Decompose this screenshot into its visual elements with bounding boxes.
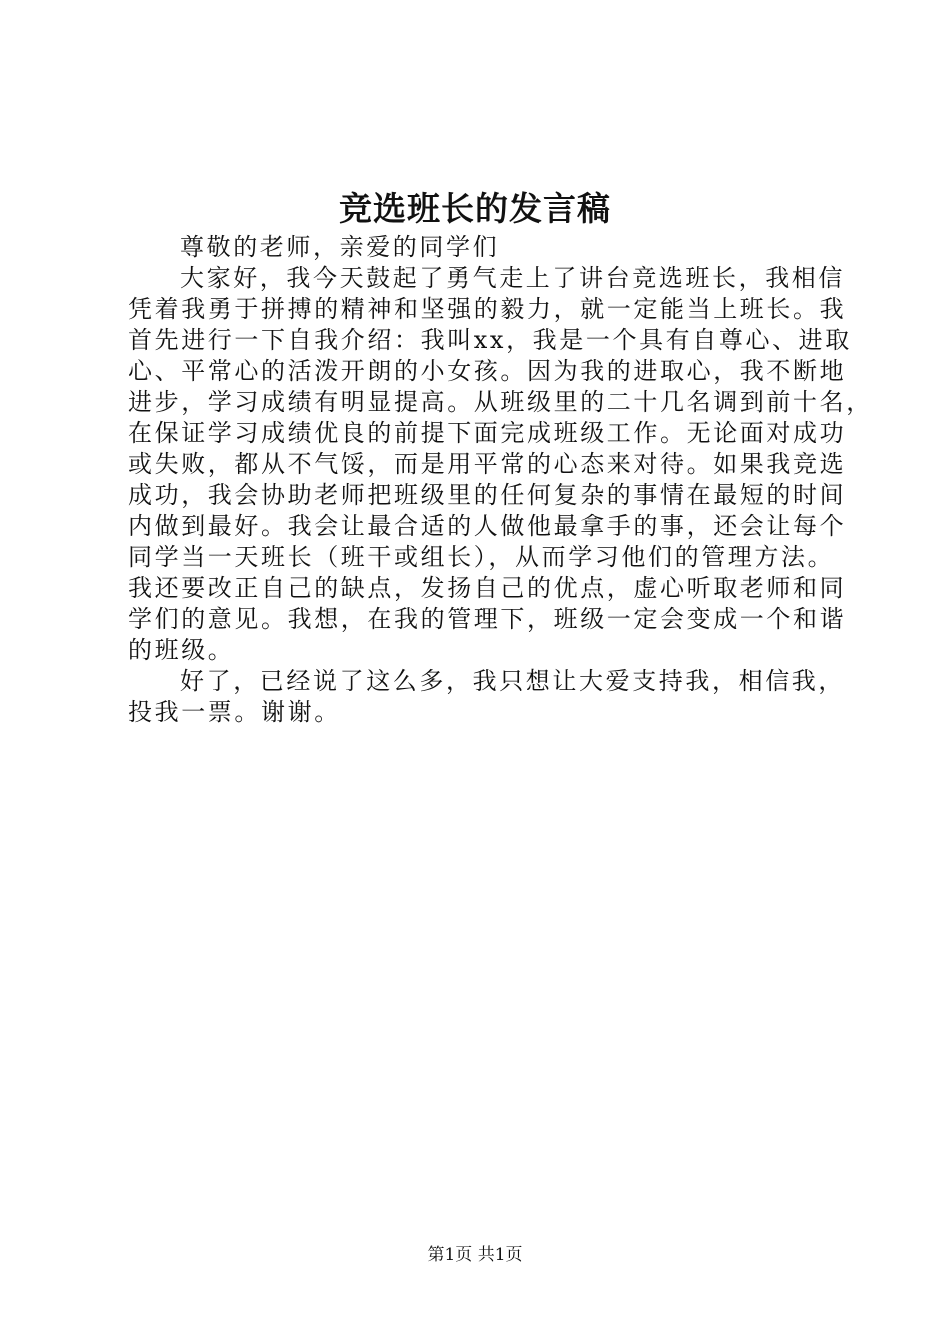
body-line: 学们的意见。我想，在我的管理下，班级一定会变成一个和谐 bbox=[128, 605, 847, 633]
body-line: 在保证学习成绩优良的前提下面完成班级工作。无论面对成功 bbox=[128, 419, 847, 447]
body-line: 或失败，都从不气馁，而是用平常的心态来对待。如果我竞选 bbox=[128, 450, 847, 478]
body-line: 心、平常心的活泼开朗的小女孩。因为我的进取心，我不断地 bbox=[128, 357, 847, 385]
page-footer: 第1页 共1页 bbox=[427, 1245, 523, 1265]
salutation-line: 尊敬的老师，亲爱的同学们 bbox=[180, 233, 500, 261]
body-line: 同学当一天班长（班干或组长），从而学习他们的管理方法。 bbox=[128, 543, 835, 571]
body-line: 进步，学习成绩有明显提高。从班级里的二十几名调到前十名， bbox=[128, 388, 873, 416]
closing-line: 投我一票。谢谢。 bbox=[128, 698, 341, 726]
body-line: 首先进行一下自我介绍：我叫xx，我是一个具有自尊心、进取 bbox=[128, 326, 852, 354]
body-line: 凭着我勇于拼搏的精神和坚强的毅力，就一定能当上班长。我 bbox=[128, 295, 847, 323]
closing-line: 好了，已经说了这么多，我只想让大爱支持我，相信我， bbox=[180, 667, 845, 695]
body-line: 的班级。 bbox=[128, 636, 235, 664]
body-line: 大家好，我今天鼓起了勇气走上了讲台竞选班长，我相信 bbox=[180, 264, 845, 292]
document-body bbox=[128, 232, 873, 728]
body-line: 内做到最好。我会让最合适的人做他最拿手的事，还会让每个 bbox=[128, 512, 847, 540]
document-title: 竞选班长的发言稿 bbox=[339, 189, 611, 228]
body-line: 我还要改正自己的缺点，发扬自己的优点，虚心听取老师和同 bbox=[128, 574, 847, 602]
body-line: 成功，我会协助老师把班级里的任何复杂的事情在最短的时间 bbox=[128, 481, 847, 509]
